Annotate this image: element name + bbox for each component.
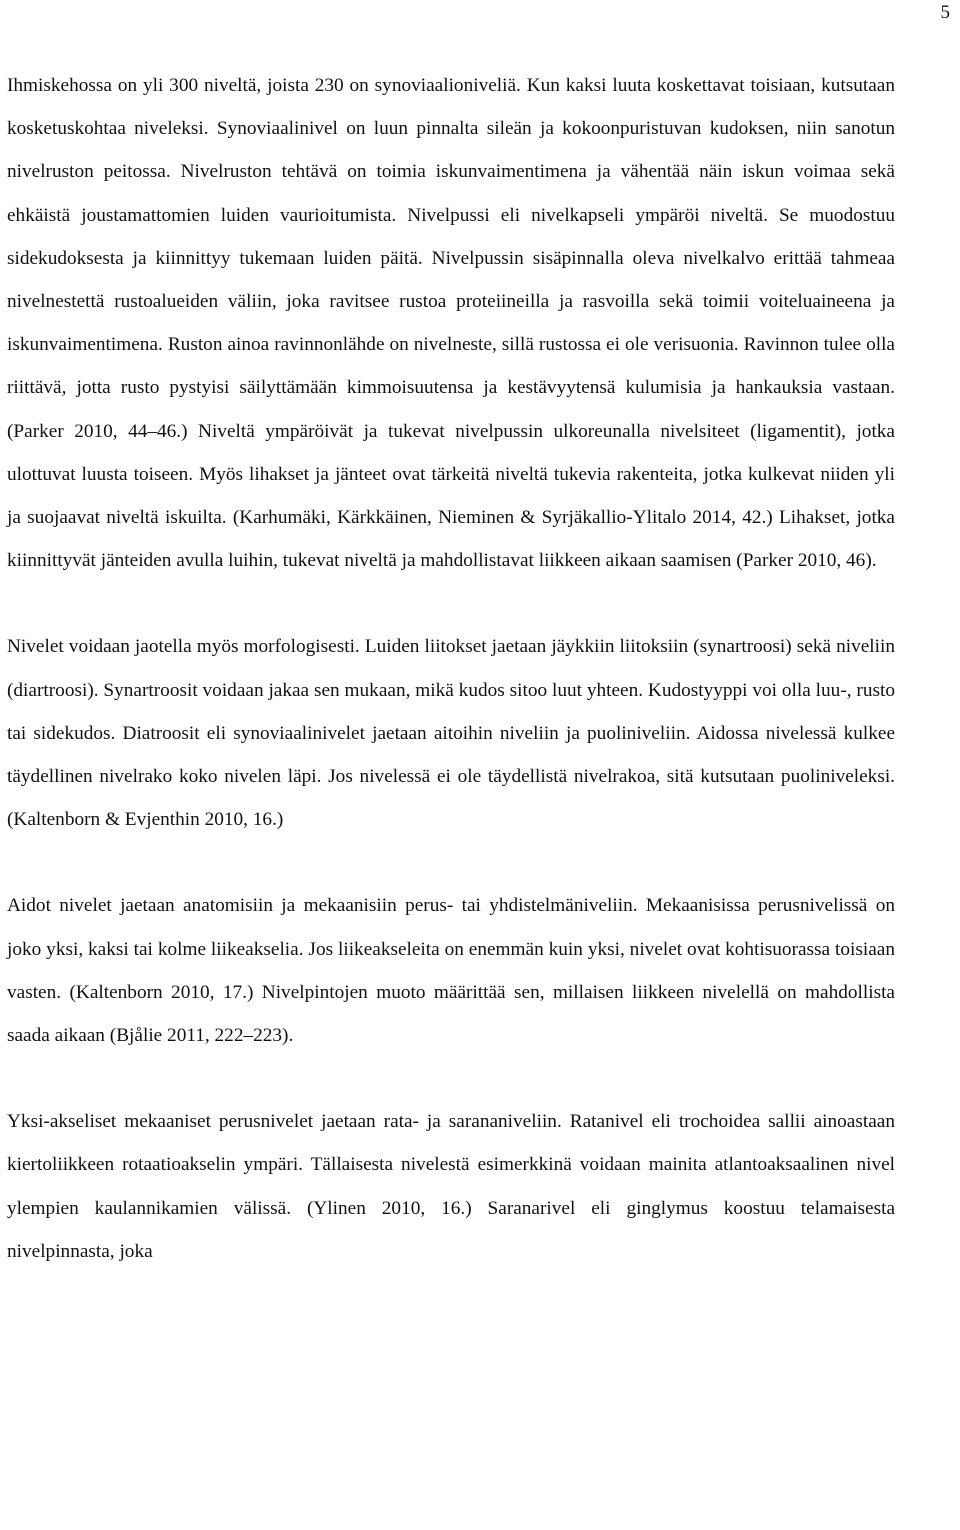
paragraph-uniaxial-joints: Yksi-akseliset mekaaniset perusnivelet jaetaan rata- ja sarananiveliin. Ratanivel eli trochoidea sallii ainoastaan kiertoliikkeen rotaatioakselin ympäri. Tällaisesta nivelestä esimerkkinä voidaan mainita atlantoaksaalinen nivel ylempien kaulannikamien välissä. (Ylinen 2010, 16.) Saranarivel eli ginglymus koostuu telamaisesta nivelpinnasta, joka — [7, 1111, 895, 1262]
page-number: 5 — [940, 2, 950, 23]
document-body — [7, 64, 895, 1273]
paragraph-joint-structure: Ihmiskehossa on yli 300 niveltä, joista 230 on synoviaalioniveliä. Kun kaksi luuta koskettavat toisiaan, kutsutaan kosketuskohtaa niveleksi. Synoviaalinivel on luun pinnalta sileän ja kokoonpuristuvan kudoksen, niin sanotun nivelruston peitossa. Nivelruston tehtävä on toimia iskunvaimentimena ja vähentää näin iskun voimaa sekä ehkäistä joustamattomien luiden vaurioitumista. Nivelpussi eli nivelkapseli ympäröi niveltä. Se muodostuu sidekudoksesta ja kiinnittyy tukemaan luiden päitä. Nivelpussin sisäpinnalla oleva nivelkalvo erittää tahmeaa nivelnestettä rustoalueiden väliin, joka ravitsee rustoa proteiineilla ja rasvoilla sekä toimii voiteluaineena ja iskunvaimentimena. Ruston ainoa ravinnonlähde on nivelneste, sillä rustossa ei ole verisuonia. Ravinnon tulee olla riittävä, jotta rusto pystyisi säilyttämään kimmoisuutensa ja kestävyytensä kulumisia ja hankauksia vastaan. (Parker 2010, 44–46.) Niveltä ympäröivät ja tukevat nivelpussin ulkoreunalla nivelsiteet (ligamentit), jotka ulottuvat luusta toiseen. Myös lihakset ja jänteet ovat tärkeitä niveltä tukevia rakenteita, jotka kulkevat niiden yli ja suojaavat niveltä iskuilta. (Karhumäki, Kärkkäinen, Nieminen & Syrjäkallio-Ylitalo 2014, 42.) Lihakset, jotka kiinnittyvät jänteiden avulla luihin, tukevat niveltä ja mahdollistavat liikkeen aikaan saamisen (Parker 2010, 46). — [7, 75, 895, 572]
paragraph-true-joints: Aidot nivelet jaetaan anatomisiin ja mekaanisiin perus- tai yhdistelmäniveliin. Mekaanisissa perusnivelissä on joko yksi, kaksi tai kolme liikeakselia. Jos liikeakseleita on enemmän kuin yksi, nivelet ovat kohtisuorassa toisiaan vasten. (Kaltenborn 2010, 17.) Nivelpintojen muoto määrittää sen, millaisen liikkeen nivelellä on mahdollista saada aikaan (Bjålie 2011, 222–223). — [7, 895, 895, 1047]
paragraph-morphology: Nivelet voidaan jaotella myös morfologisesti. Luiden liitokset jaetaan jäykkiin liitoksiin (synartroosi) sekä niveliin (diartroosi). Synartroosit voidaan jakaa sen mukaan, mikä kudos sitoo luut yhteen. Kudostyyppi voi olla luu-, rusto tai sidekudos. Diatroosit eli synoviaalinivelet jaetaan aitoihin niveliin ja puoliniveliin. Aidossa nivelessä kulkee täydellinen nivelrako koko nivelen läpi. Jos nivelessä ei ole täydellistä nivelrakoa, sitä kutsutaan puoliniveleksi. (Kaltenborn & Evjenthin 2010, 16.) — [7, 636, 895, 831]
